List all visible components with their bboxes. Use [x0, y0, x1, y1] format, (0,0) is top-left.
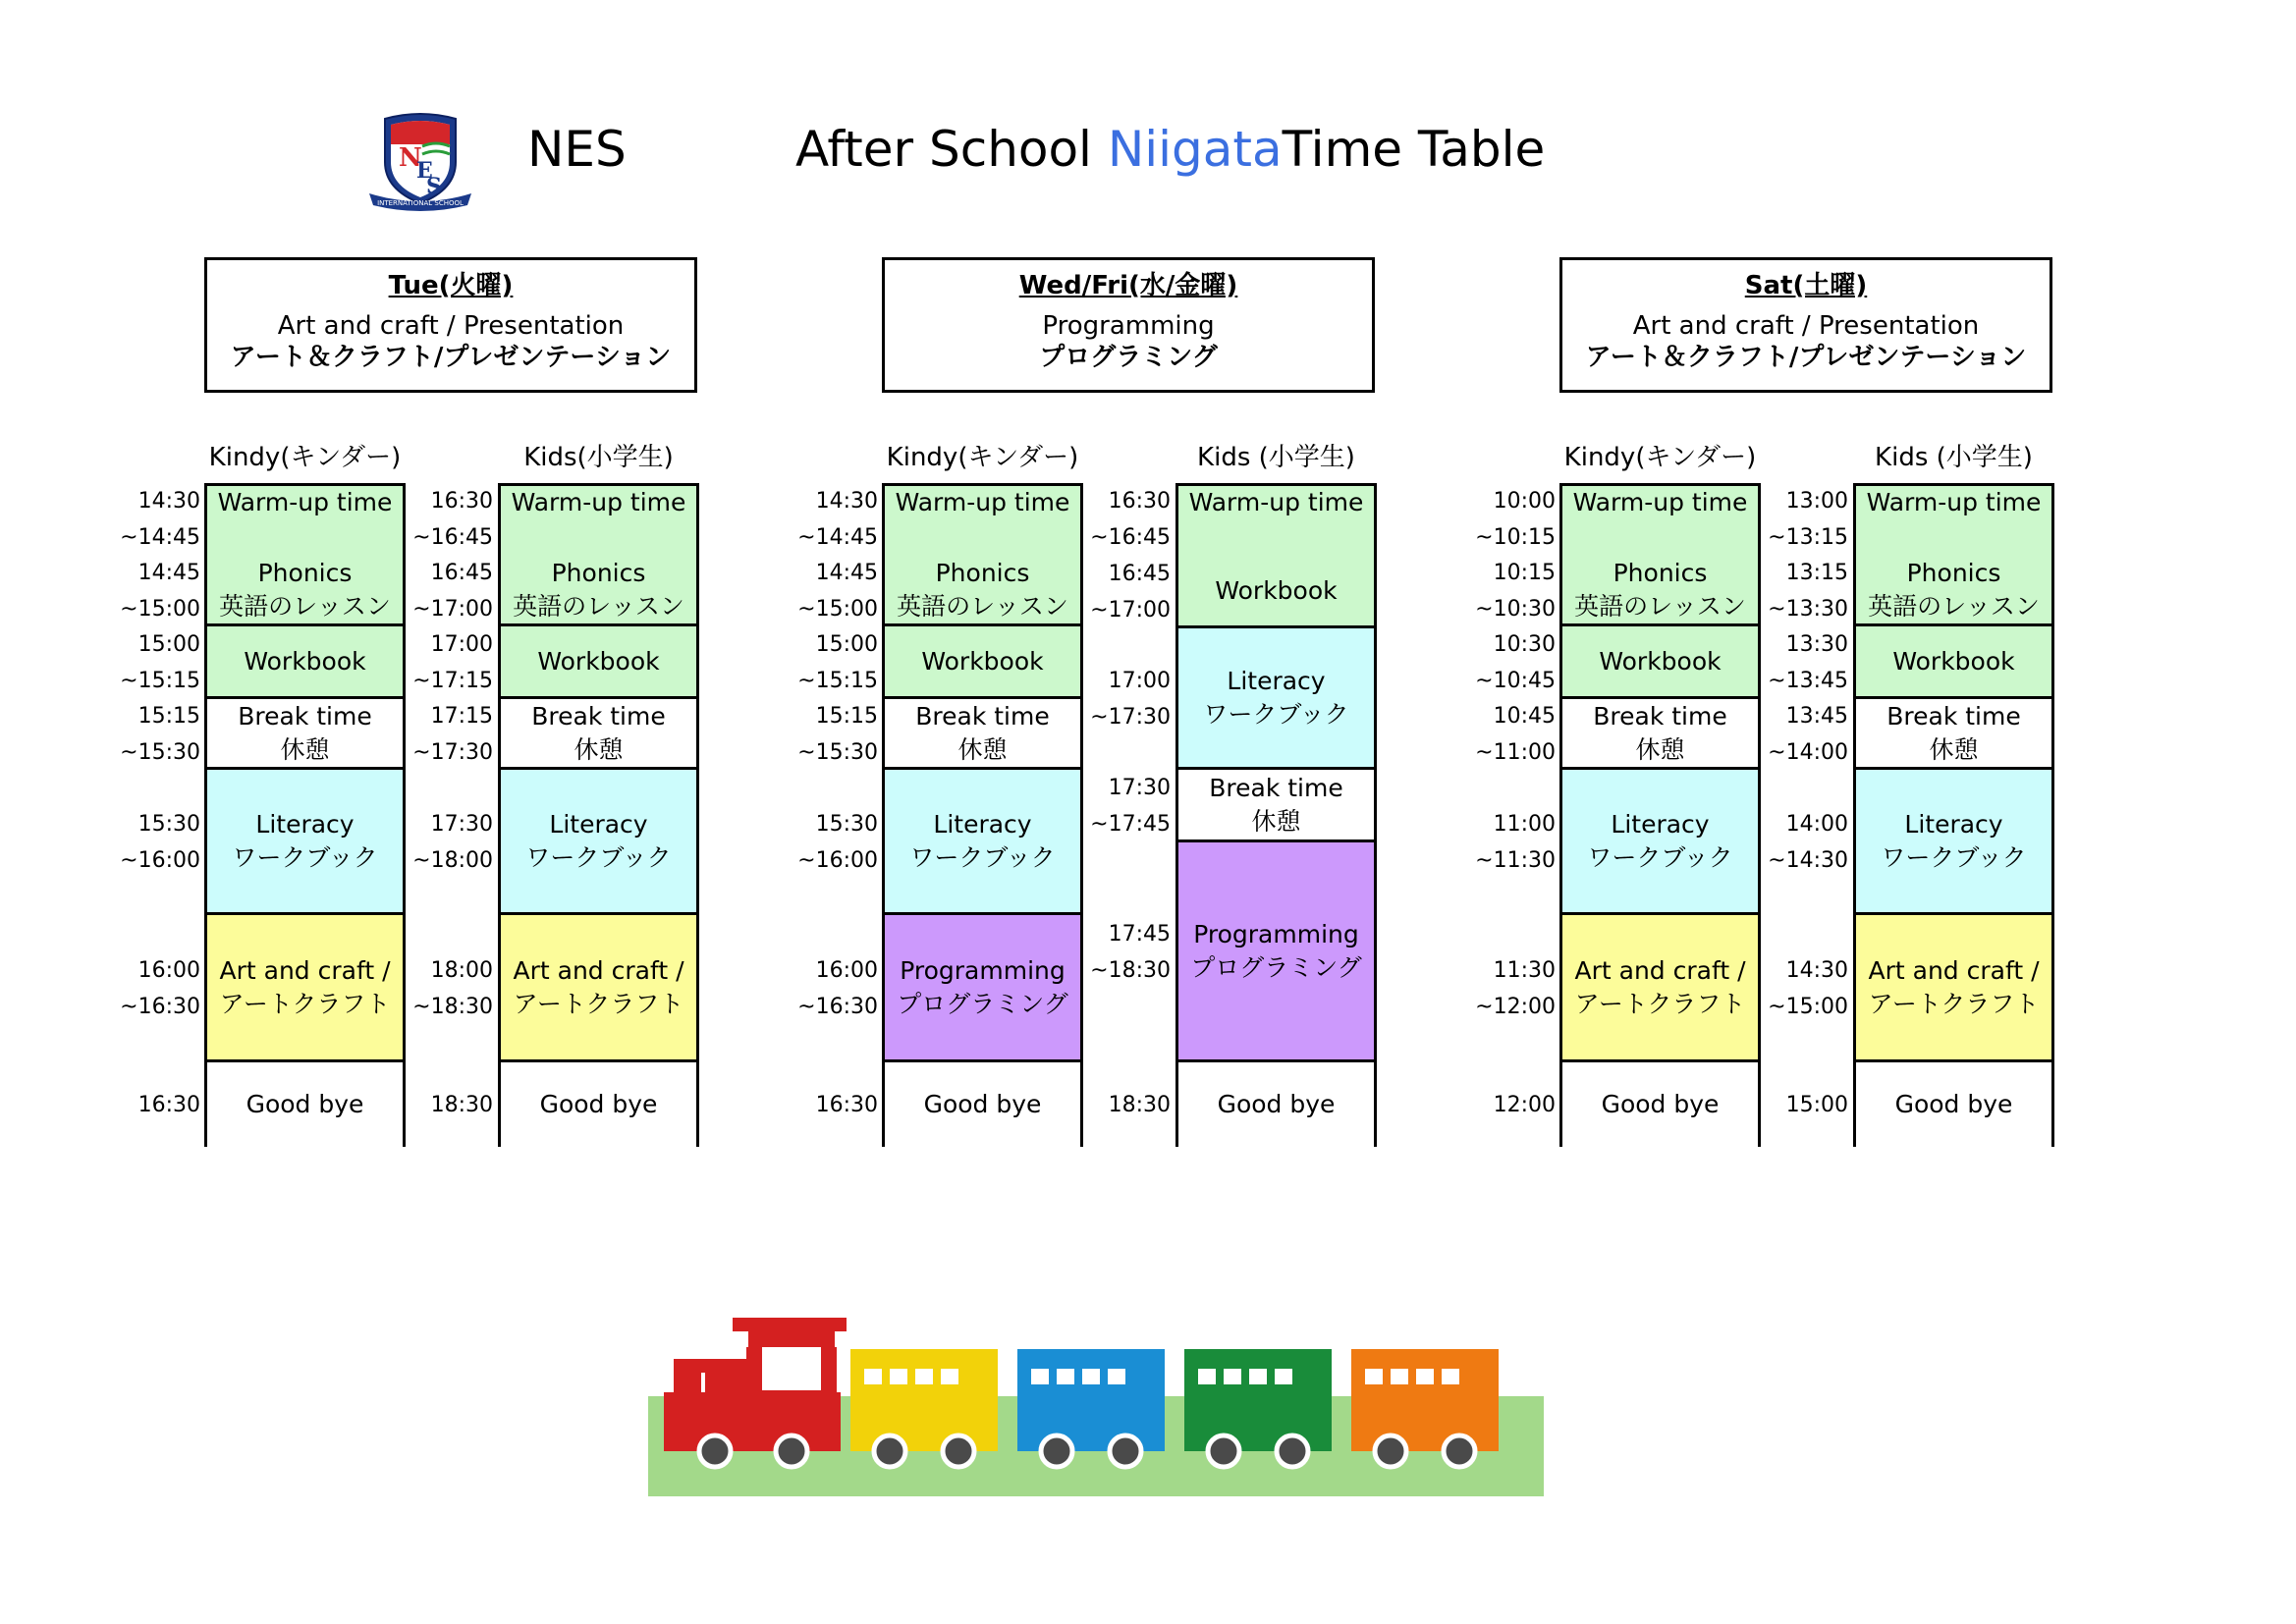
slot-end-time: ~13:15 — [1768, 525, 1848, 550]
activity-name: Warm-up time — [511, 488, 686, 516]
activity-name: Good bye — [923, 1090, 1042, 1118]
slot-start-time: 18:30 — [430, 1092, 493, 1117]
schedule-slot — [885, 626, 1080, 699]
kids-column-heading: Kids(小学生) — [523, 443, 674, 472]
slot-start-time: 15:00 — [137, 632, 200, 657]
slot-time — [1076, 483, 1171, 556]
slot-start-time: 17:00 — [430, 632, 493, 657]
slot-time — [399, 626, 493, 699]
activity-name: Workbook — [244, 646, 366, 676]
activity-name: Break time — [238, 701, 372, 731]
slot-end-time: ~16:00 — [120, 848, 200, 873]
kids-schedule-column — [498, 483, 699, 1147]
slot-start-time: 17:15 — [430, 704, 493, 729]
activity-name: Art and craft / — [513, 955, 684, 985]
schedule-slot — [207, 770, 403, 915]
slot-time — [1076, 770, 1171, 842]
slot-start-time: 17:45 — [1108, 922, 1171, 947]
schedule-slot — [1178, 842, 1374, 1062]
activity-name: Warm-up time — [1866, 488, 2042, 516]
schedule-slot — [1856, 915, 2051, 1062]
slot-time — [1754, 483, 1848, 556]
activity-name-japanese: 休憩 — [957, 734, 1008, 764]
slot-end-time: ~15:00 — [1768, 995, 1848, 1019]
activity-name-japanese: 休憩 — [1635, 734, 1685, 764]
slot-end-time: ~18:30 — [412, 995, 493, 1019]
train-illustration — [644, 1304, 1548, 1500]
day-header — [204, 257, 697, 393]
activity-name: Good bye — [1217, 1090, 1336, 1118]
schedule-slot — [207, 626, 403, 699]
activity-name: Programming — [900, 955, 1066, 985]
schedule-slot — [501, 915, 696, 1062]
slot-start-time: 13:45 — [1785, 704, 1848, 729]
kindy-schedule-column — [204, 483, 406, 1147]
slot-end-time: ~11:30 — [1475, 848, 1556, 873]
slot-time — [399, 483, 493, 556]
slot-end-time: ~16:00 — [797, 848, 878, 873]
slot-time — [1461, 698, 1556, 771]
activity-name-japanese: ワークブック — [525, 842, 672, 872]
schedule-slot — [1178, 556, 1374, 628]
activity-name: Phonics — [1613, 558, 1708, 587]
slot-time — [106, 555, 200, 627]
slot-start-time: 15:15 — [137, 704, 200, 729]
slot-time — [106, 952, 200, 1025]
slot-end-time: ~14:30 — [1768, 848, 1848, 873]
activity-name: Literacy — [1611, 809, 1710, 839]
slot-start-time: 16:00 — [137, 958, 200, 983]
slot-time — [106, 698, 200, 771]
slot-time — [1461, 555, 1556, 627]
slot-time — [1754, 555, 1848, 627]
schedule-slot — [207, 699, 403, 770]
slot-end-time: ~15:00 — [120, 597, 200, 622]
car-orange — [1351, 1349, 1499, 1451]
slot-time — [1754, 806, 1848, 879]
schedule-slot — [1856, 626, 2051, 699]
activity-name-japanese: プログラミング — [1190, 952, 1362, 982]
slot-end-time: ~15:15 — [797, 669, 878, 693]
activity-name: Break time — [1886, 701, 2021, 731]
slot-start-time: 15:30 — [137, 812, 200, 837]
locomotive — [664, 1318, 847, 1451]
slot-start-time: 13:00 — [1785, 489, 1848, 514]
activity-name-japanese: 英語のレッスン — [219, 591, 391, 621]
activity-name: Workbook — [537, 646, 660, 676]
slot-start-time: 15:30 — [815, 812, 878, 837]
schedule-slot — [207, 556, 403, 626]
schedule-slot — [1562, 915, 1758, 1062]
slot-start-time: 16:30 — [815, 1092, 878, 1117]
slot-start-time: 12:00 — [1493, 1092, 1556, 1117]
slot-time — [1076, 663, 1171, 735]
slot-time — [1461, 483, 1556, 556]
slot-end-time: ~17:30 — [1090, 705, 1171, 730]
slot-end-time: ~18:30 — [1090, 958, 1171, 983]
kids-schedule-column — [1853, 483, 2054, 1147]
activity-name-japanese: 英語のレッスン — [513, 591, 684, 621]
activity-name: Art and craft / — [1868, 955, 2040, 985]
slot-end-time: ~12:00 — [1475, 995, 1556, 1019]
activity-name-japanese: ワークブック — [232, 842, 378, 872]
slot-time — [784, 555, 878, 627]
activity-name-japanese: アートクラフト — [1574, 989, 1746, 1018]
activity-name-japanese: 英語のレッスン — [1574, 591, 1746, 621]
slot-start-time: 16:30 — [137, 1092, 200, 1117]
schedule-slot — [207, 486, 403, 559]
svg-text:N: N — [399, 143, 422, 173]
slot-time — [784, 806, 878, 879]
schedule-slot — [1562, 1062, 1758, 1147]
activity-name: Workbook — [921, 646, 1044, 676]
school-logo — [365, 111, 475, 211]
schedule-slot — [1178, 770, 1374, 842]
slot-end-time: ~15:15 — [120, 669, 200, 693]
slot-time — [784, 698, 878, 771]
kindy-schedule-column — [882, 483, 1083, 1147]
schedule-slot — [501, 626, 696, 699]
slot-start-time: 15:15 — [815, 704, 878, 729]
slot-start-time: 17:00 — [1108, 669, 1171, 693]
slot-start-time: 16:00 — [815, 958, 878, 983]
schedule-slot — [885, 699, 1080, 770]
activity-name: Good bye — [246, 1090, 364, 1118]
slot-time — [784, 1087, 878, 1123]
activity-name: Phonics — [257, 558, 353, 587]
schedule-slot — [1856, 556, 2051, 626]
slot-time — [106, 626, 200, 699]
slot-end-time: ~10:15 — [1475, 525, 1556, 550]
day-name: Sat(土曜) — [1744, 271, 1868, 300]
slot-start-time: 16:30 — [1108, 489, 1171, 514]
schedule-slot — [1178, 1062, 1374, 1147]
theme-japanese: プログラミング — [1039, 343, 1218, 372]
slot-end-time: ~16:45 — [1090, 525, 1171, 550]
kindy-column-heading: Kindy(キンダー) — [1563, 443, 1757, 472]
activity-name: Workbook — [1215, 575, 1338, 605]
activity-name: Literacy — [1227, 666, 1326, 695]
slot-end-time: ~14:00 — [1768, 740, 1848, 765]
activity-name: Programming — [1193, 919, 1359, 948]
theme-english: Art and craft / Presentation — [277, 311, 625, 341]
slot-start-time: 14:30 — [1785, 958, 1848, 983]
slot-start-time: 14:45 — [815, 561, 878, 585]
activity-name: Warm-up time — [217, 488, 393, 516]
slot-time — [784, 952, 878, 1025]
slot-time — [1754, 1087, 1848, 1123]
slot-time — [1461, 806, 1556, 879]
schedule-slot — [885, 486, 1080, 559]
schedule-slot — [885, 770, 1080, 915]
car-blue — [1017, 1349, 1165, 1451]
slot-time — [399, 555, 493, 627]
schedule-slot — [1856, 1062, 2051, 1147]
theme-english: Art and craft / Presentation — [1632, 311, 1980, 341]
slot-start-time: 14:00 — [1785, 812, 1848, 837]
activity-name: Workbook — [1599, 646, 1722, 676]
activity-name-japanese: 英語のレッスン — [1868, 591, 2040, 621]
day-header — [1559, 257, 2052, 393]
activity-name-japanese: 休憩 — [280, 734, 330, 764]
activity-name: Break time — [915, 701, 1050, 731]
activity-name: Literacy — [255, 809, 355, 839]
slot-time — [399, 698, 493, 771]
slot-end-time: ~14:45 — [120, 525, 200, 550]
page-title: After School NiigataTime Table — [795, 121, 1546, 178]
activity-name: Break time — [1209, 773, 1343, 802]
activity-name-japanese: アートクラフト — [219, 989, 391, 1018]
activity-name-japanese: 休憩 — [1929, 734, 1979, 764]
schedule-slot — [1856, 486, 2051, 559]
slot-start-time: 11:00 — [1493, 812, 1556, 837]
slot-end-time: ~16:30 — [797, 995, 878, 1019]
schedule-slot — [501, 770, 696, 915]
slot-start-time: 14:45 — [137, 561, 200, 585]
activity-name: Literacy — [933, 809, 1032, 839]
schedule-slot — [501, 556, 696, 626]
slot-time — [1461, 952, 1556, 1025]
slot-end-time: ~10:45 — [1475, 669, 1556, 693]
activity-name-japanese: アートクラフト — [513, 989, 684, 1018]
slot-end-time: ~17:45 — [1090, 812, 1171, 837]
schedule-slot — [885, 915, 1080, 1062]
schedule-slot — [207, 915, 403, 1062]
slot-time — [784, 483, 878, 556]
schedule-slot — [1856, 770, 2051, 915]
activity-name: Art and craft / — [219, 955, 391, 985]
slot-time — [399, 1087, 493, 1123]
schedule-slot — [885, 1062, 1080, 1147]
slot-time — [784, 626, 878, 699]
day-name: Tue(火曜) — [388, 271, 514, 300]
activity-name-japanese: ワークブック — [1881, 842, 2027, 872]
slot-start-time: 11:30 — [1493, 958, 1556, 983]
slot-end-time: ~15:30 — [120, 740, 200, 765]
car-yellow — [850, 1349, 998, 1451]
activity-name-japanese: ワークブック — [909, 842, 1056, 872]
theme-english: Programming — [1042, 311, 1215, 341]
slot-end-time: ~17:15 — [412, 669, 493, 693]
slot-start-time: 10:45 — [1493, 704, 1556, 729]
slot-time — [1461, 626, 1556, 699]
activity-name: Phonics — [551, 558, 646, 587]
activity-name: Good bye — [539, 1090, 658, 1118]
activity-name-japanese: プログラミング — [897, 989, 1068, 1018]
schedule-slot — [1856, 699, 2051, 770]
car-green — [1184, 1349, 1332, 1451]
slot-start-time: 17:30 — [1108, 776, 1171, 800]
activity-name: Break time — [531, 701, 666, 731]
activity-name-japanese: 休憩 — [1251, 806, 1301, 836]
activity-name: Break time — [1593, 701, 1727, 731]
slot-start-time: 10:15 — [1493, 561, 1556, 585]
activity-name: Warm-up time — [1572, 488, 1748, 516]
kindy-schedule-column — [1559, 483, 1761, 1147]
svg-text:INTERNATIONAL SCHOOL: INTERNATIONAL SCHOOL — [377, 199, 464, 207]
activity-name: Literacy — [1904, 809, 2003, 839]
activity-name: Phonics — [935, 558, 1030, 587]
slot-end-time: ~15:30 — [797, 740, 878, 765]
slot-end-time: ~17:00 — [412, 597, 493, 622]
slot-end-time: ~13:45 — [1768, 669, 1848, 693]
activity-name: Literacy — [549, 809, 648, 839]
kindy-column-heading: Kindy(キンダー) — [208, 443, 402, 472]
schedule-slot — [1178, 486, 1374, 559]
day-header — [882, 257, 1375, 393]
activity-name-japanese: ワークブック — [1203, 699, 1349, 729]
slot-time — [1754, 626, 1848, 699]
schedule-slot — [1562, 699, 1758, 770]
activity-name-japanese: 休憩 — [574, 734, 624, 764]
schedule-slot — [1562, 626, 1758, 699]
schedule-slot — [1562, 556, 1758, 626]
slot-end-time: ~18:00 — [412, 848, 493, 873]
day-name: Wed/Fri(水/金曜) — [1018, 271, 1238, 300]
slot-start-time: 13:15 — [1785, 561, 1848, 585]
activity-name: Phonics — [1906, 558, 2001, 587]
slot-time — [1754, 952, 1848, 1025]
schedule-slot — [501, 699, 696, 770]
slot-time — [106, 1087, 200, 1123]
activity-name: Warm-up time — [895, 488, 1070, 516]
slot-end-time: ~16:45 — [412, 525, 493, 550]
slot-time — [399, 952, 493, 1025]
slot-start-time: 10:30 — [1493, 632, 1556, 657]
slot-end-time: ~17:30 — [412, 740, 493, 765]
slot-time — [106, 806, 200, 879]
slot-start-time: 10:00 — [1493, 489, 1556, 514]
slot-start-time: 16:45 — [1108, 562, 1171, 586]
activity-name: Workbook — [1892, 646, 2015, 676]
schedule-slot — [501, 1062, 696, 1147]
activity-name: Warm-up time — [1188, 488, 1364, 516]
kindy-column-heading: Kindy(キンダー) — [886, 443, 1079, 472]
slot-time — [106, 483, 200, 556]
kids-column-heading: Kids (小学生) — [1875, 443, 2033, 472]
slot-start-time: 14:30 — [137, 489, 200, 514]
slot-start-time: 16:45 — [430, 561, 493, 585]
slot-end-time: ~15:00 — [797, 597, 878, 622]
schedule-slot — [501, 486, 696, 559]
kids-column-heading: Kids (小学生) — [1197, 443, 1355, 472]
slot-time — [1076, 556, 1171, 628]
slot-start-time: 15:00 — [815, 632, 878, 657]
kids-schedule-column — [1175, 483, 1377, 1147]
slot-end-time: ~14:45 — [797, 525, 878, 550]
school-name: NES — [527, 121, 627, 178]
slot-start-time: 18:30 — [1108, 1092, 1171, 1117]
schedule-slot — [1178, 628, 1374, 770]
slot-start-time: 16:30 — [430, 489, 493, 514]
schedule-slot — [1562, 486, 1758, 559]
schedule-slot — [885, 556, 1080, 626]
slot-start-time: 18:00 — [430, 958, 493, 983]
theme-japanese: アート＆クラフト/プレゼンテーション — [230, 343, 672, 372]
activity-name-japanese: アートクラフト — [1868, 989, 2040, 1018]
slot-end-time: ~11:00 — [1475, 740, 1556, 765]
schedule-slot — [1562, 770, 1758, 915]
activity-name: Art and craft / — [1574, 955, 1746, 985]
slot-end-time: ~17:00 — [1090, 598, 1171, 623]
slot-time — [399, 806, 493, 879]
svg-text:E: E — [416, 158, 433, 184]
slot-time — [1461, 1087, 1556, 1123]
schedule-slot — [207, 1062, 403, 1147]
slot-start-time: 14:30 — [815, 489, 878, 514]
slot-time — [1076, 916, 1171, 989]
svg-text:S: S — [426, 174, 442, 199]
slot-end-time: ~16:30 — [120, 995, 200, 1019]
activity-name-japanese: 英語のレッスン — [897, 591, 1068, 621]
slot-start-time: 15:00 — [1785, 1092, 1848, 1117]
slot-time — [1754, 698, 1848, 771]
slot-end-time: ~13:30 — [1768, 597, 1848, 622]
theme-japanese: アート＆クラフト/プレゼンテーション — [1585, 343, 2027, 372]
slot-start-time: 13:30 — [1785, 632, 1848, 657]
activity-name: Good bye — [1894, 1090, 2013, 1118]
activity-name: Good bye — [1601, 1090, 1720, 1118]
slot-end-time: ~10:30 — [1475, 597, 1556, 622]
activity-name-japanese: ワークブック — [1587, 842, 1733, 872]
slot-start-time: 17:30 — [430, 812, 493, 837]
slot-time — [1076, 1087, 1171, 1123]
